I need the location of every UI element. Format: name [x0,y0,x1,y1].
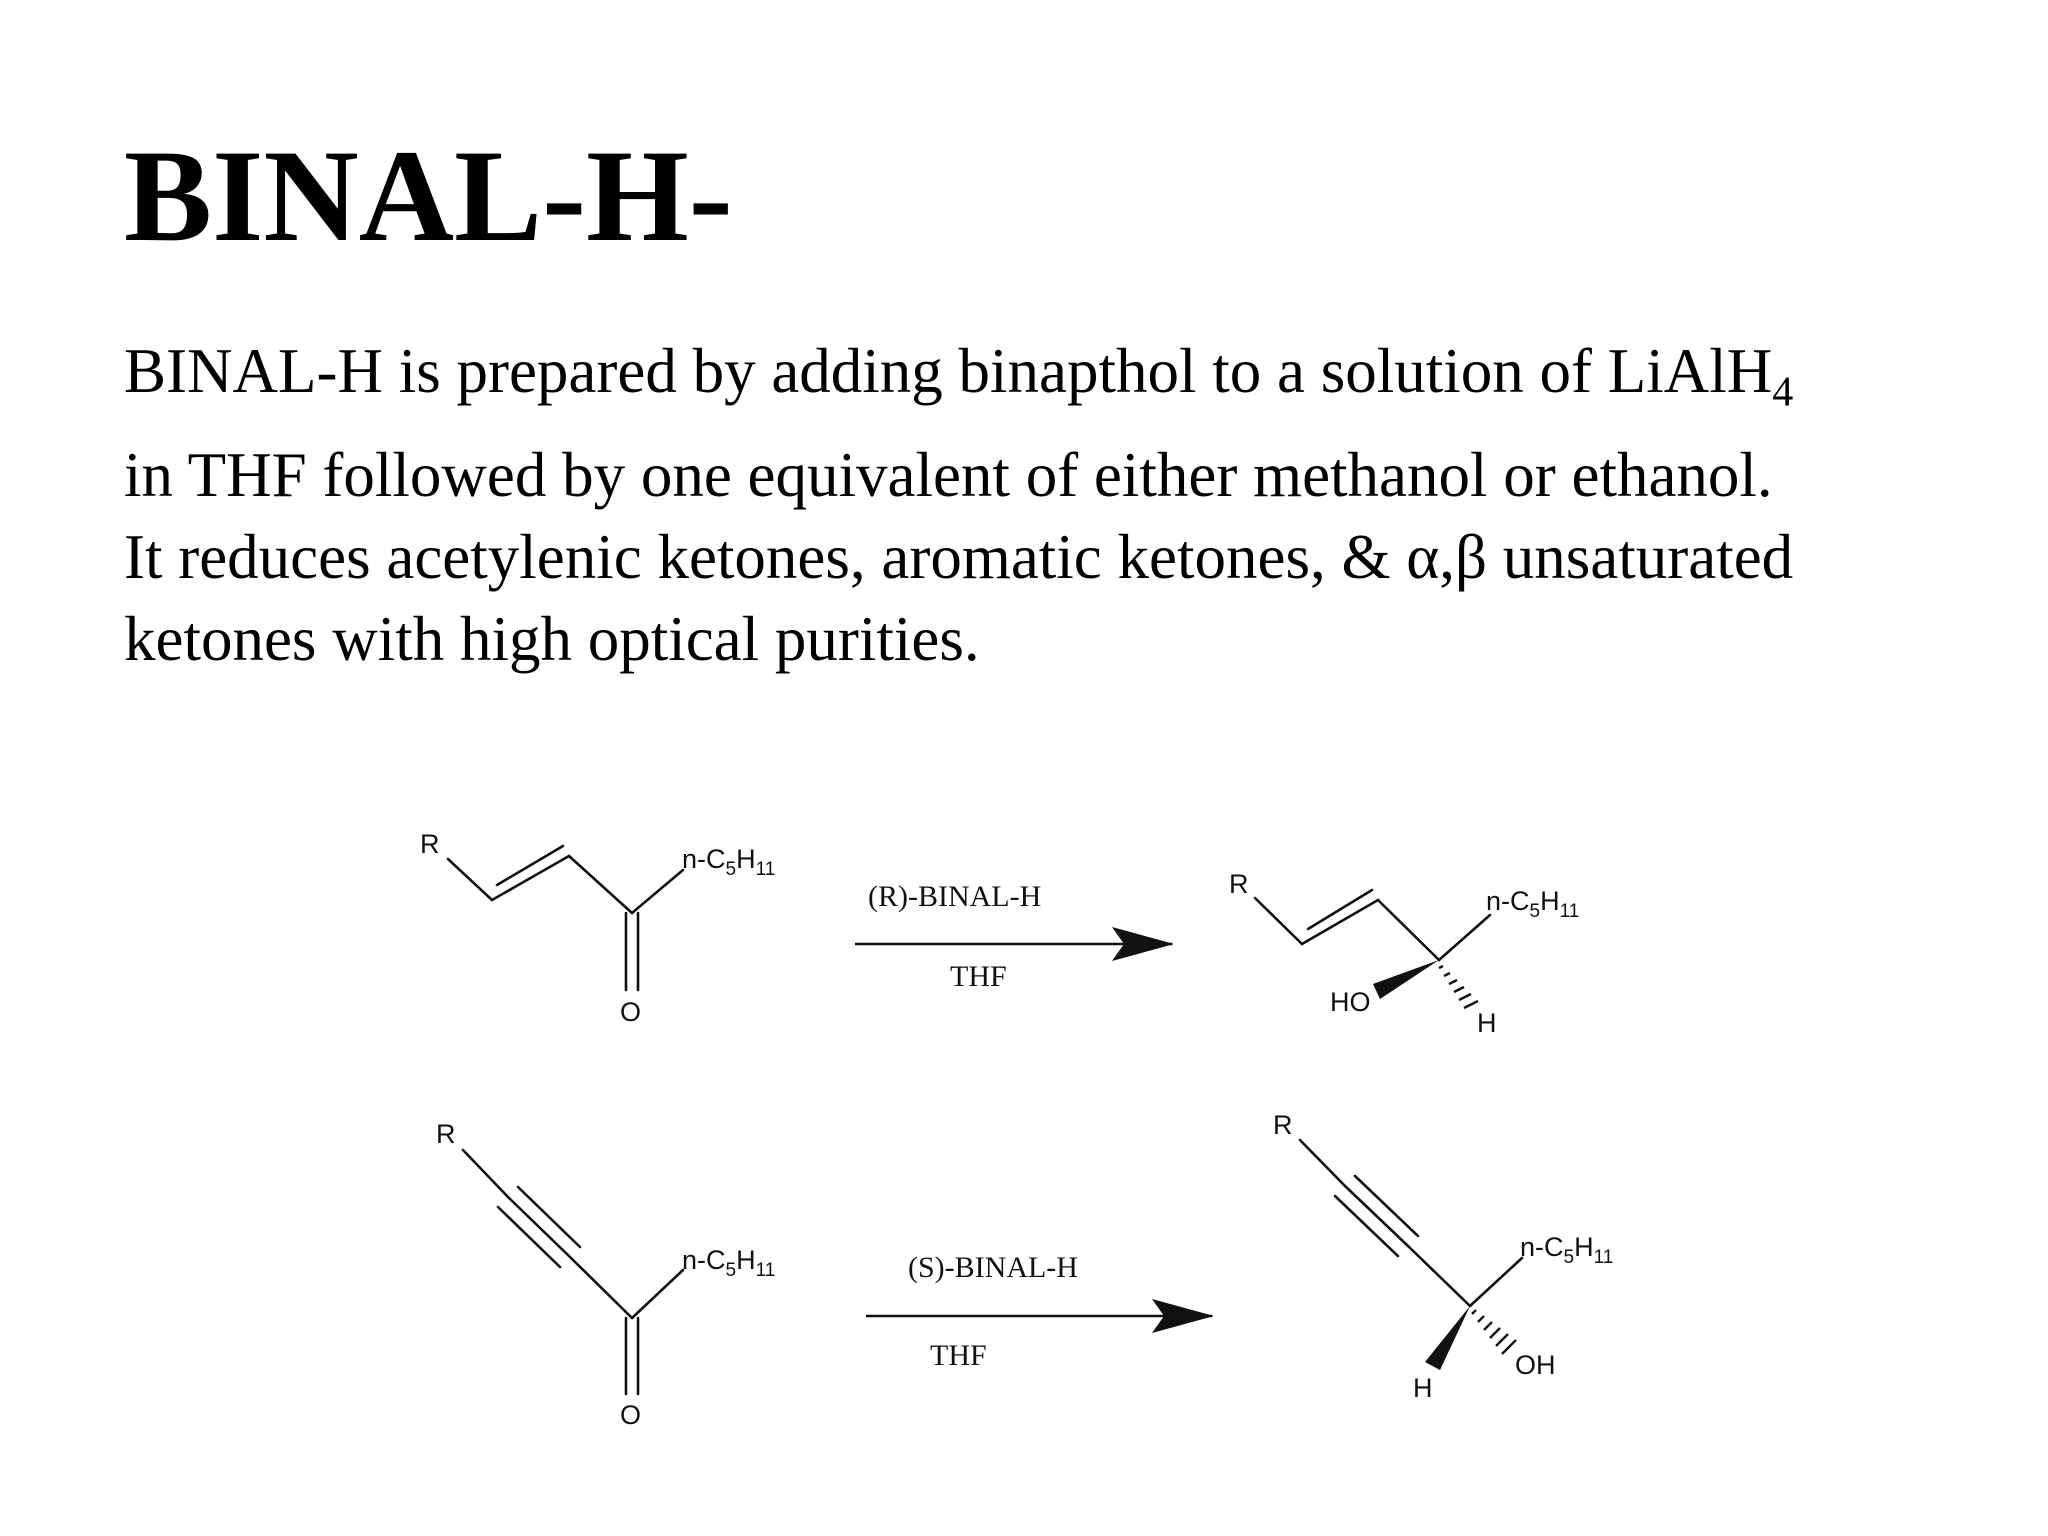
reaction-2 [436,1110,1613,1430]
reactant-2-chain-label: $n-C_5H_{11}$ [682,1245,776,1281]
reaction-1-arrow [855,880,1172,993]
reactant-1-chain-label: $n-C_5H_{11}$ [682,844,776,880]
reactant-1-oxygen-label: O [620,997,642,1027]
reaction-2-reagent-label: (S)-BINAL-H [908,1251,1078,1284]
product-1-hash-bond [1439,966,1478,1008]
paragraph-line-1-text: BINAL-H is prepared by adding binapthol to a solution of LiAlH [124,336,1773,406]
product-1-wedge-bond [1373,960,1439,999]
reaction-1 [420,829,1579,1038]
product-1-hydrogen-label: H [1477,1008,1497,1038]
reaction-2-solvent-label: THF [930,1339,987,1372]
reactant-2-r-label: R [436,1119,456,1149]
product-2-wedge-bond [1425,1306,1470,1370]
paragraph-line-1-subscript: 4 [1772,369,1794,416]
product-2-hydroxyl-label: OH [1515,1350,1556,1380]
reaction-2-product [1273,1110,1613,1403]
product-1-hydroxyl-label: HO [1330,987,1371,1017]
reaction-1-reagent-label: (R)-BINAL-H [868,880,1042,913]
product-2-chain-label: $n-C_5H_{11}$ [1520,1232,1614,1268]
paragraph-line-3: It reduces acetylenic ketones, aromatic ketones, & α,β unsaturated [124,521,1794,592]
reaction-2-reactant [436,1119,775,1430]
reaction-1-product [1229,869,1579,1038]
product-2-hash-bond [1472,1310,1516,1354]
product-1-chain-label: $n-C_5H_{11}$ [1486,886,1580,922]
product-2-r-label: R [1273,1110,1293,1140]
reaction-1-solvent-label: THF [950,960,1007,993]
paragraph-line-2: in THF followed by one equivalent of either methanol or ethanol. [124,439,1773,510]
product-1-r-label: R [1229,869,1249,899]
reactant-2-oxygen-label: O [620,1400,642,1430]
paragraph-line-4: ketones with high optical purities. [124,603,980,674]
slide-title: BINAL-H- [124,122,733,269]
reaction-1-reactant [420,829,775,1027]
reaction-2-arrow [866,1251,1212,1372]
reactant-1-r-label: R [420,829,440,859]
product-2-hydrogen-label: H [1413,1373,1433,1403]
